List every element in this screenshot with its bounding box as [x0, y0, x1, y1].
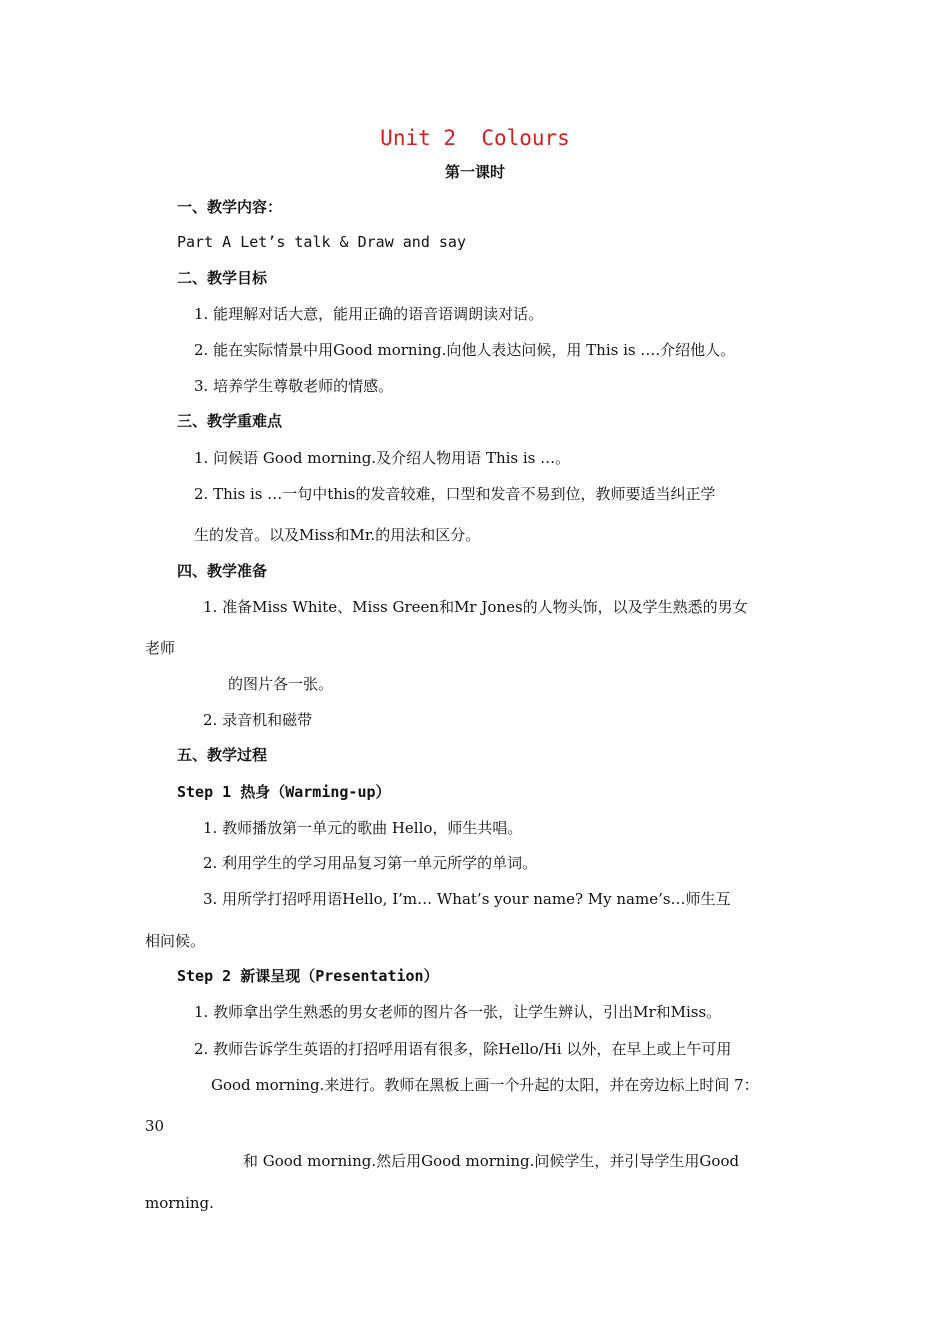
prep-item-1-cont: 的图片各一张。: [228, 675, 334, 693]
prep-item-1-wrap: 老师: [145, 639, 176, 657]
section-heading-process: 五、教学过程: [177, 746, 268, 764]
step2-item-2: 2. 教师告诉学生英语的打招呼用语有很多，除Hello/Hi 以外，在早上或上午可用: [194, 1040, 732, 1058]
section-heading-content: 一、教学内容：: [177, 198, 283, 216]
section-heading-keypoints: 三、教学重难点: [177, 412, 283, 430]
section-heading-goals: 二、教学目标: [177, 269, 268, 287]
section-heading-prep: 四、教学准备: [177, 562, 268, 580]
step1-item-2: 2. 利用学生的学习用品复习第一单元所学的单词。: [203, 854, 538, 872]
step2-item-2-wrap2: morning.: [145, 1194, 214, 1212]
step1-item-1: 1. 教师播放第一单元的歌曲 Hello，师生共唱。: [203, 819, 523, 837]
goal-item-2: 2. 能在实际情景中用Good morning.向他人表达问候，用 This is ….介绍他人。: [194, 341, 736, 359]
lesson-subtitle: 第一课时: [444, 163, 505, 181]
goal-item-3: 3. 培养学生尊敬老师的情感。: [194, 377, 394, 395]
keypoint-item-2: 2. This is …一句中this的发音较难，口型和发音不易到位，教师要适当纠正学: [194, 485, 716, 503]
step2-item-2-cont2: 和 Good morning.然后用Good morning.问候学生，并引导学生用Good: [243, 1152, 740, 1170]
step1-heading: Step 1 热身（Warming-up）: [177, 783, 391, 801]
prep-item-1: 1. 准备Miss White、Miss Green和Mr Jones的人物头饰，以及学生熟悉的男女: [203, 598, 748, 616]
document-title: Unit 2 Colours: [380, 126, 570, 150]
step1-item-3-wrap: 相问候。: [145, 932, 206, 950]
goal-item-1: 1. 能理解对话大意，能用正确的语音语调朗读对话。: [194, 305, 544, 323]
step2-item-2-wrap: 30: [145, 1117, 165, 1135]
step2-item-1: 1. 教师拿出学生熟悉的男女老师的图片各一张，让学生辨认，引出Mr和Miss。: [194, 1003, 722, 1021]
step2-item-2-cont: Good morning.来进行。教师在黑板上画一个升起的太阳，并在旁边标上时间 7：: [211, 1076, 759, 1094]
prep-item-2: 2. 录音机和磁带: [203, 711, 313, 729]
keypoint-item-1: 1. 问候语 Good morning.及介绍人物用语 This is …。: [194, 449, 571, 467]
step2-heading: Step 2 新课呈现（Presentation）: [177, 967, 439, 985]
keypoint-item-2-cont: 生的发音。以及Miss和Mr.的用法和区分。: [194, 526, 481, 544]
content-text: Part A Let’s talk & Draw and say: [177, 233, 466, 251]
step1-item-3: 3. 用所学打招呼用语Hello, I’m… What’s your name? My name’s…师生互: [203, 890, 731, 908]
